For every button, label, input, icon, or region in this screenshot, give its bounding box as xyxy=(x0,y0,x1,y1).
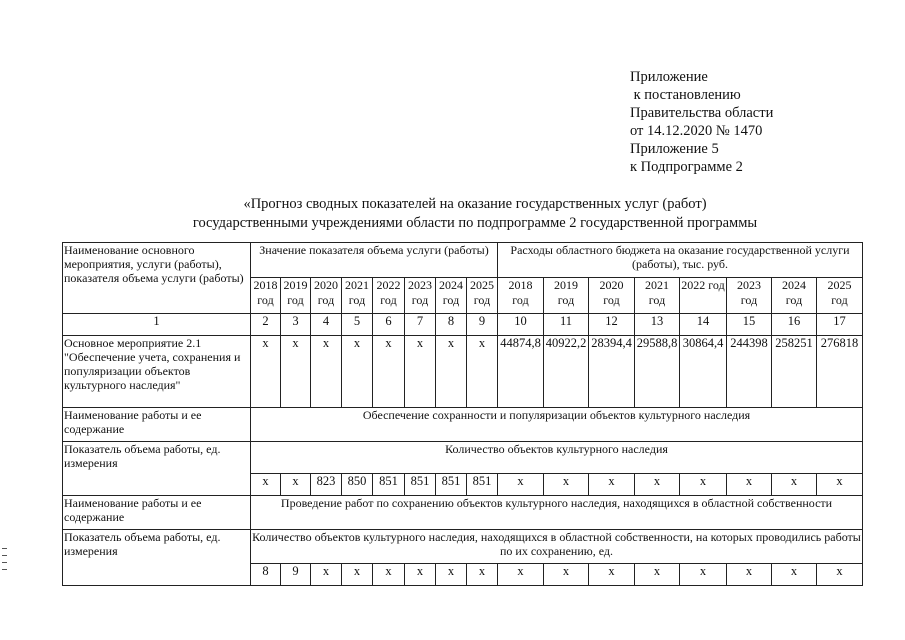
year-cell: 2019 год xyxy=(544,278,589,314)
col-number: 5 xyxy=(342,314,373,336)
value-cell: 28394,4 xyxy=(589,336,635,408)
value-cell: х xyxy=(727,474,772,496)
value-cell: х xyxy=(727,564,772,586)
forecast-table xyxy=(62,242,863,586)
value-cell: х xyxy=(281,474,311,496)
col-number: 17 xyxy=(817,314,863,336)
work-name-label: Наименование работы и ее содержание xyxy=(63,496,251,530)
value-cell: х xyxy=(342,336,373,408)
year-cell: 2022 год xyxy=(373,278,405,314)
appendix-line: к Подпрограмме 2 xyxy=(630,159,743,175)
year-cell: 2021 год xyxy=(342,278,373,314)
col-number: 7 xyxy=(405,314,436,336)
appendix-line: Приложение 5 xyxy=(630,141,719,157)
col-number: 10 xyxy=(498,314,544,336)
value-cell: х xyxy=(251,474,281,496)
col-number: 1 xyxy=(63,314,251,336)
year-cell: 2023 год xyxy=(727,278,772,314)
value-cell: 40922,2 xyxy=(544,336,589,408)
value-cell: х xyxy=(680,474,727,496)
value-cell: х xyxy=(817,564,863,586)
value-cell: х xyxy=(342,564,373,586)
year-cell: 2025 год xyxy=(467,278,498,314)
value-cell: х xyxy=(405,336,436,408)
value-cell: х xyxy=(589,474,635,496)
col-number: 2 xyxy=(251,314,281,336)
col-number: 15 xyxy=(727,314,772,336)
value-cell: х xyxy=(467,336,498,408)
year-cell: 2022 год xyxy=(680,278,727,314)
year-cell: 2024 год xyxy=(772,278,817,314)
value-cell: х xyxy=(498,474,544,496)
value-cell: 851 xyxy=(405,474,436,496)
indicator-description: Количество объектов культурного наследия xyxy=(251,442,863,474)
value-cell: х xyxy=(635,474,680,496)
header-col1: Наименование основного мероприятия, услуги (работы), показателя объема услуги (работы) xyxy=(63,243,251,314)
value-cell: 29588,8 xyxy=(635,336,680,408)
col-number: 3 xyxy=(281,314,311,336)
year-cell: 2018 год xyxy=(251,278,281,314)
year-cell: 2020 год xyxy=(311,278,342,314)
value-cell: х xyxy=(311,336,342,408)
document-title xyxy=(150,195,800,233)
value-cell: х xyxy=(436,564,467,586)
value-cell: 30864,4 xyxy=(680,336,727,408)
value-cell: 851 xyxy=(436,474,467,496)
value-cell: х xyxy=(498,564,544,586)
value-cell: 851 xyxy=(467,474,498,496)
value-cell: 8 xyxy=(251,564,281,586)
indicator-label: Показатель объема работы, ед. измерения xyxy=(63,530,251,586)
value-cell: 244398 xyxy=(727,336,772,408)
value-cell: х xyxy=(544,564,589,586)
value-cell: х xyxy=(251,336,281,408)
col-number: 13 xyxy=(635,314,680,336)
header-volume-group: Значение показателя объема услуги (работы) xyxy=(251,243,498,278)
value-cell: х xyxy=(817,474,863,496)
value-cell: х xyxy=(544,474,589,496)
value-cell: 851 xyxy=(373,474,405,496)
title-line-2: государственными учреждениями области по подпрограмме 2 государственной программы xyxy=(192,215,758,231)
year-cell: 2023 год xyxy=(405,278,436,314)
work-description: Проведение работ по сохранению объектов культурного наследия, находящихся в областной собственности xyxy=(251,496,863,530)
col-number: 12 xyxy=(589,314,635,336)
col-number: 11 xyxy=(544,314,589,336)
col-number: 9 xyxy=(467,314,498,336)
year-cell: 2021 год xyxy=(635,278,680,314)
col-number: 4 xyxy=(311,314,342,336)
value-cell: х xyxy=(281,336,311,408)
col-number: 14 xyxy=(680,314,727,336)
value-cell: х xyxy=(373,564,405,586)
value-cell: 9 xyxy=(281,564,311,586)
value-cell: 276818 xyxy=(817,336,863,408)
col-number: 6 xyxy=(373,314,405,336)
value-cell: х xyxy=(405,564,436,586)
col-number: 16 xyxy=(772,314,817,336)
appendix-line: от 14.12.2020 № 1470 xyxy=(630,123,763,139)
value-cell: х xyxy=(436,336,467,408)
appendix-line: Приложение xyxy=(630,69,708,85)
col-number: 8 xyxy=(436,314,467,336)
value-cell: х xyxy=(772,564,817,586)
appendix-header xyxy=(630,68,773,176)
year-cell: 2025 год xyxy=(817,278,863,314)
value-cell: х xyxy=(680,564,727,586)
year-cell: 2020 год xyxy=(589,278,635,314)
value-cell: 44874,8 xyxy=(498,336,544,408)
work-description: Обеспечение сохранности и популяризации объектов культурного наследия xyxy=(251,408,863,442)
year-cell: 2019 год xyxy=(281,278,311,314)
work-name-label: Наименование работы и ее содержание xyxy=(63,408,251,442)
indicator-description: Количество объектов культурного наследия, находящихся в областной собственности, на которых проводились работы по их сохранению, ед. xyxy=(251,530,863,564)
value-cell: х xyxy=(589,564,635,586)
value-cell: х xyxy=(467,564,498,586)
value-cell: х xyxy=(311,564,342,586)
main-activity-label: Основное мероприятие 2.1 "Обеспечение учета, сохранения и популяризации объектов культурного наследия" xyxy=(63,336,251,408)
year-cell: 2024 год xyxy=(436,278,467,314)
value-cell: х xyxy=(772,474,817,496)
indicator-label: Показатель объема работы, ед. измерения xyxy=(63,442,251,496)
value-cell: х xyxy=(373,336,405,408)
value-cell: х xyxy=(635,564,680,586)
scan-margin-marks xyxy=(2,548,8,576)
year-cell: 2018 год xyxy=(498,278,544,314)
appendix-line: Правительства области xyxy=(630,105,774,121)
appendix-line: к постановлению xyxy=(630,87,741,103)
value-cell: 258251 xyxy=(772,336,817,408)
value-cell: 850 xyxy=(342,474,373,496)
title-line-1: «Прогноз сводных показателей на оказание государственных услуг (работ) xyxy=(243,196,707,212)
header-expenses-group: Расходы областного бюджета на оказание государственной услуги (работы), тыс. руб. xyxy=(498,243,863,278)
value-cell: 823 xyxy=(311,474,342,496)
